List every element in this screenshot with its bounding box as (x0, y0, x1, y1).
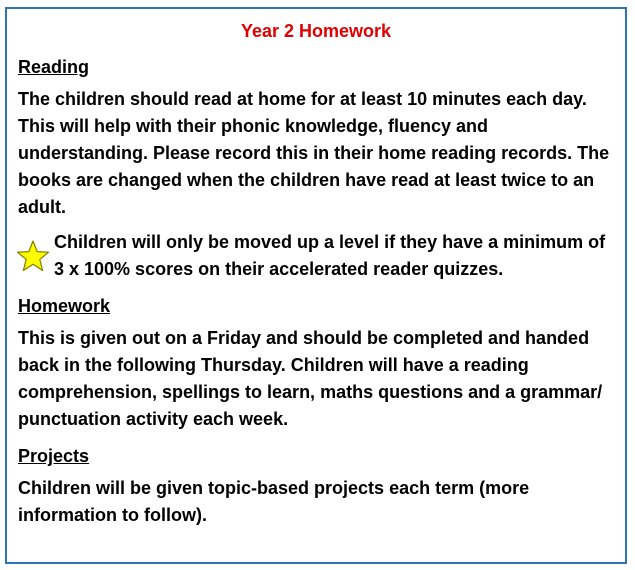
page-title: Year 2 Homework (240, 21, 392, 41)
reading-body: The children should read at home for at least 10 minutes each day. This will help with their phonic knowledge, fluency and understanding. Please record this in their home reading records. The books are changed when the children have read at least twice to an adult. (18, 89, 610, 217)
homework-body: This is given out on a Friday and should be completed and handed back in the following Thursday. Children will have a reading comprehension, spellings to learn, maths questions and a grammar/ punctuation activity each week. (18, 328, 603, 429)
reading-heading: Reading (18, 57, 90, 77)
reading-note (18, 229, 618, 283)
projects-body: Children will be given topic-based projects each term (more information to follow). (18, 478, 530, 525)
document-content (18, 54, 618, 529)
homework-heading: Homework (18, 296, 111, 316)
projects-heading: Projects (18, 446, 90, 466)
star-icon (16, 239, 50, 273)
document-frame (5, 7, 627, 564)
reading-note-text: Children will only be moved up a level if they have a minimum of 3 x 100% scores on their accelerated reader quizzes. (54, 232, 606, 279)
